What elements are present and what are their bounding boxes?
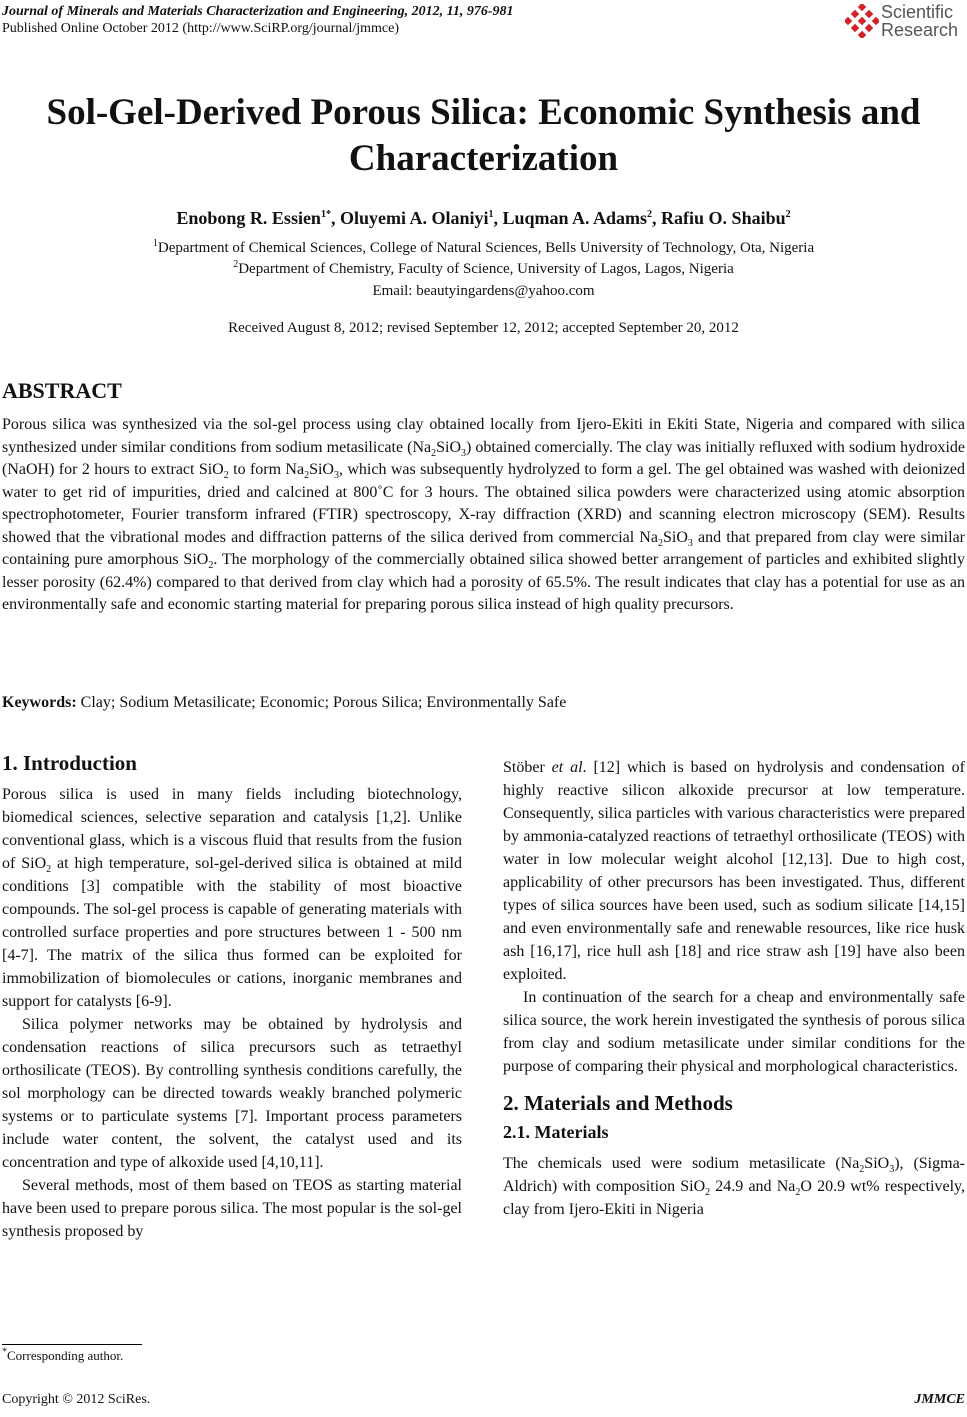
footnote-text: Corresponding author. (7, 1348, 124, 1363)
journal-name: Journal of Minerals and Materials Characterization and Engineering (2, 4, 405, 19)
author-email: Email: beautyingardens@yahoo.com (372, 283, 595, 299)
author-list: Enobong R. Essien$^{1*}$, Oluyemi A. Olaniyi$^1$, Luqman A. Adams$^2$, Rafiu O. Shaibu$^2$ (176, 208, 791, 228)
journal-abbreviation: JMMCE (914, 1392, 965, 1407)
author-name: Rafiu O. Shaibu (661, 208, 786, 228)
footnote (2, 1348, 123, 1364)
footnote-rule (2, 1344, 142, 1345)
logo-word-scientific: Scientific (881, 2, 954, 22)
paragraph: Porous silica is used in many fields including biotechnology, biomedical sciences, selective separation and catalysis [1,2]. Unlike conventional glass, which is a viscous fluid that results from the fusion of SiO$_2$ at high temperature, sol-gel-derived silica is obtained at mild conditions [3] compatible with the stability of most bioactive compounds. The sol-gel process is capable of generating materials with controlled surface properties and pore structures between 1 - 500 nm [4-7]. The matrix of the silica thus formed can be exploited for immobilization of biomolecules or cations, inorganic membranes and support for catalysts [6-9]. (2, 786, 462, 1010)
abstract-body: Porous silica was synthesized via the sol-gel process using clay obtained locally from Ijero-Ekiti in Ekiti State, Nigeria and compared with silica synthesized under similar conditions from sodium metasilicate $(Na_2SiO_3)$ obtained comercially. The clay was initially refluxed with sodium hydroxide (NaOH) for 2 hours to extract SiO$_2$ to form $Na_2SiO_3$, which was subsequently hydrolyzed to form a gel. The gel obtained was washed with deionized water to get rid of impurities, dried and calcined at 800˚C for 3 hours. The obtained silica powders were characterized using atomic absorption spectrophotometer, Fourier transform infrared (FTIR) spectroscopy, X-ray diffraction (XRD) and scanning electron microscopy (SEM). Results showed that the vibrational modes and diffraction patterns of the silica derived from commercial $Na_2SiO_3$ and that prepared from clay were similar containing pure amorphous SiO$_2$. The morphology of the commercially obtained silica showed better arrangement of particles and exhibited slightly lesser porosity (62.4%) compared to that derived from clay which had a porosity of 65.5%. The result indicates that clay has a potential for use as an environmentally safe and economic starting material for preparing porous silica instead of high quality precursors. (2, 416, 966, 613)
section-heading-materials-methods: 2. Materials and Methods (503, 1091, 733, 1115)
affil-mark: 1 (152, 238, 158, 249)
author-affil-mark: 2 (785, 209, 791, 220)
journal-issue: , 2012, 11, 976-981 (404, 4, 514, 19)
section-heading-introduction: 1. Introduction (2, 751, 137, 775)
logo-word-research: Research (881, 20, 959, 40)
affiliation-2 (0, 261, 967, 278)
abstract-heading: ABSTRACT (2, 378, 122, 403)
right-column (503, 756, 965, 1221)
copyright: Copyright © 2012 SciRes. (2, 1392, 151, 1407)
author-affil-mark: 1* (320, 209, 331, 220)
title-line-1: Sol-Gel-Derived Porous Silica: Economic Synthesis and (46, 92, 921, 133)
paragraph: Stöber et al. [12] which is based on hydrolysis and condensation of highly reactive silicon alkoxide precursor at low temperature. Consequently, silica particles with various characteristics were prepared by ammonia-catalyzed reactions of tetraethyl orthosilicate (TEOS) with water in low molecular weight alcohol [12,13]. Due to high cost, applicability of other precursors has been investigated. Thus, different types of silica sources have been used, such as sodium silicate [14,15] and even environmentally safe and renewable resources, like rice husk ash [16,17], rice hull ash [18] and rice straw ash [19] have also been exploited. (503, 759, 965, 983)
author-name: Oluyemi A. Olaniyi (339, 208, 489, 228)
paper-title (0, 90, 967, 182)
author-name: Enobong R. Essien (176, 208, 321, 228)
scientific-research-logo-icon (845, 4, 879, 38)
keywords-label: Keywords: (2, 694, 77, 711)
received-dates: Received August 8, 2012; revised September 12, 2012; accepted September 20, 2012 (228, 320, 739, 336)
paragraph: Silica polymer networks may be obtained by hydrolysis and condensation reactions of silica precursors such as tetraethyl orthosilicate (TEOS). By controlling synthesis conditions carefully, the sol morphology can be directed towards weakly branched polymeric systems or to particulate systems [7]. Important process parameters include water content, the solvent, the catalyst used and its concentration and type of alkoxide used [4,10,11]. (2, 1016, 462, 1171)
footnote-mark: * (2, 1346, 7, 1358)
affiliation-1 (0, 240, 967, 257)
title-line-2: Characterization (348, 138, 619, 179)
author-affil-mark: 2 (647, 209, 653, 220)
keywords (2, 694, 965, 712)
publication-info: Published Online October 2012 (http://www.SciRP.org/journal/jmmce) (2, 21, 400, 36)
subsection-heading-materials: 2.1. Materials (503, 1122, 609, 1142)
paragraph: In continuation of the search for a cheap and environmentally safe silica source, the work herein investigated the synthesis of porous silica from clay and sodium metasilicate under similar conditions for the purpose of comparing their physical and morphological characteristics. (503, 989, 965, 1075)
author-name: Luqman A. Adams (502, 208, 648, 228)
keywords-text: Clay; Sodium Metasilicate; Economic; Porous Silica; Environmentally Safe (76, 694, 567, 711)
affil-mark: 2 (233, 259, 239, 270)
paragraph: The chemicals used were sodium metasilicate $(Na_2SiO_3)$, (Sigma-Aldrich) with composition SiO$_2$ 24.9 and $Na_2O$ 20.9 wt% respectively, clay from Ijero-Ekiti in Nigeria (503, 1155, 966, 1218)
author-affil-mark: 1 (488, 209, 494, 220)
affil-text: Department of Chemical Sciences, College of Natural Sciences, Bells University of Technology, Ota, Nigeria (157, 240, 815, 256)
publisher-logo (845, 2, 965, 42)
paragraph: Several methods, most of them based on TEOS as starting material have been used to prepare porous silica. The most popular is the sol-gel synthesis proposed by (2, 1177, 462, 1240)
left-column (2, 752, 462, 1243)
journal-title (2, 4, 513, 20)
affil-text: Department of Chemistry, Faculty of Science, University of Lagos, Lagos, Nigeria (238, 261, 734, 277)
